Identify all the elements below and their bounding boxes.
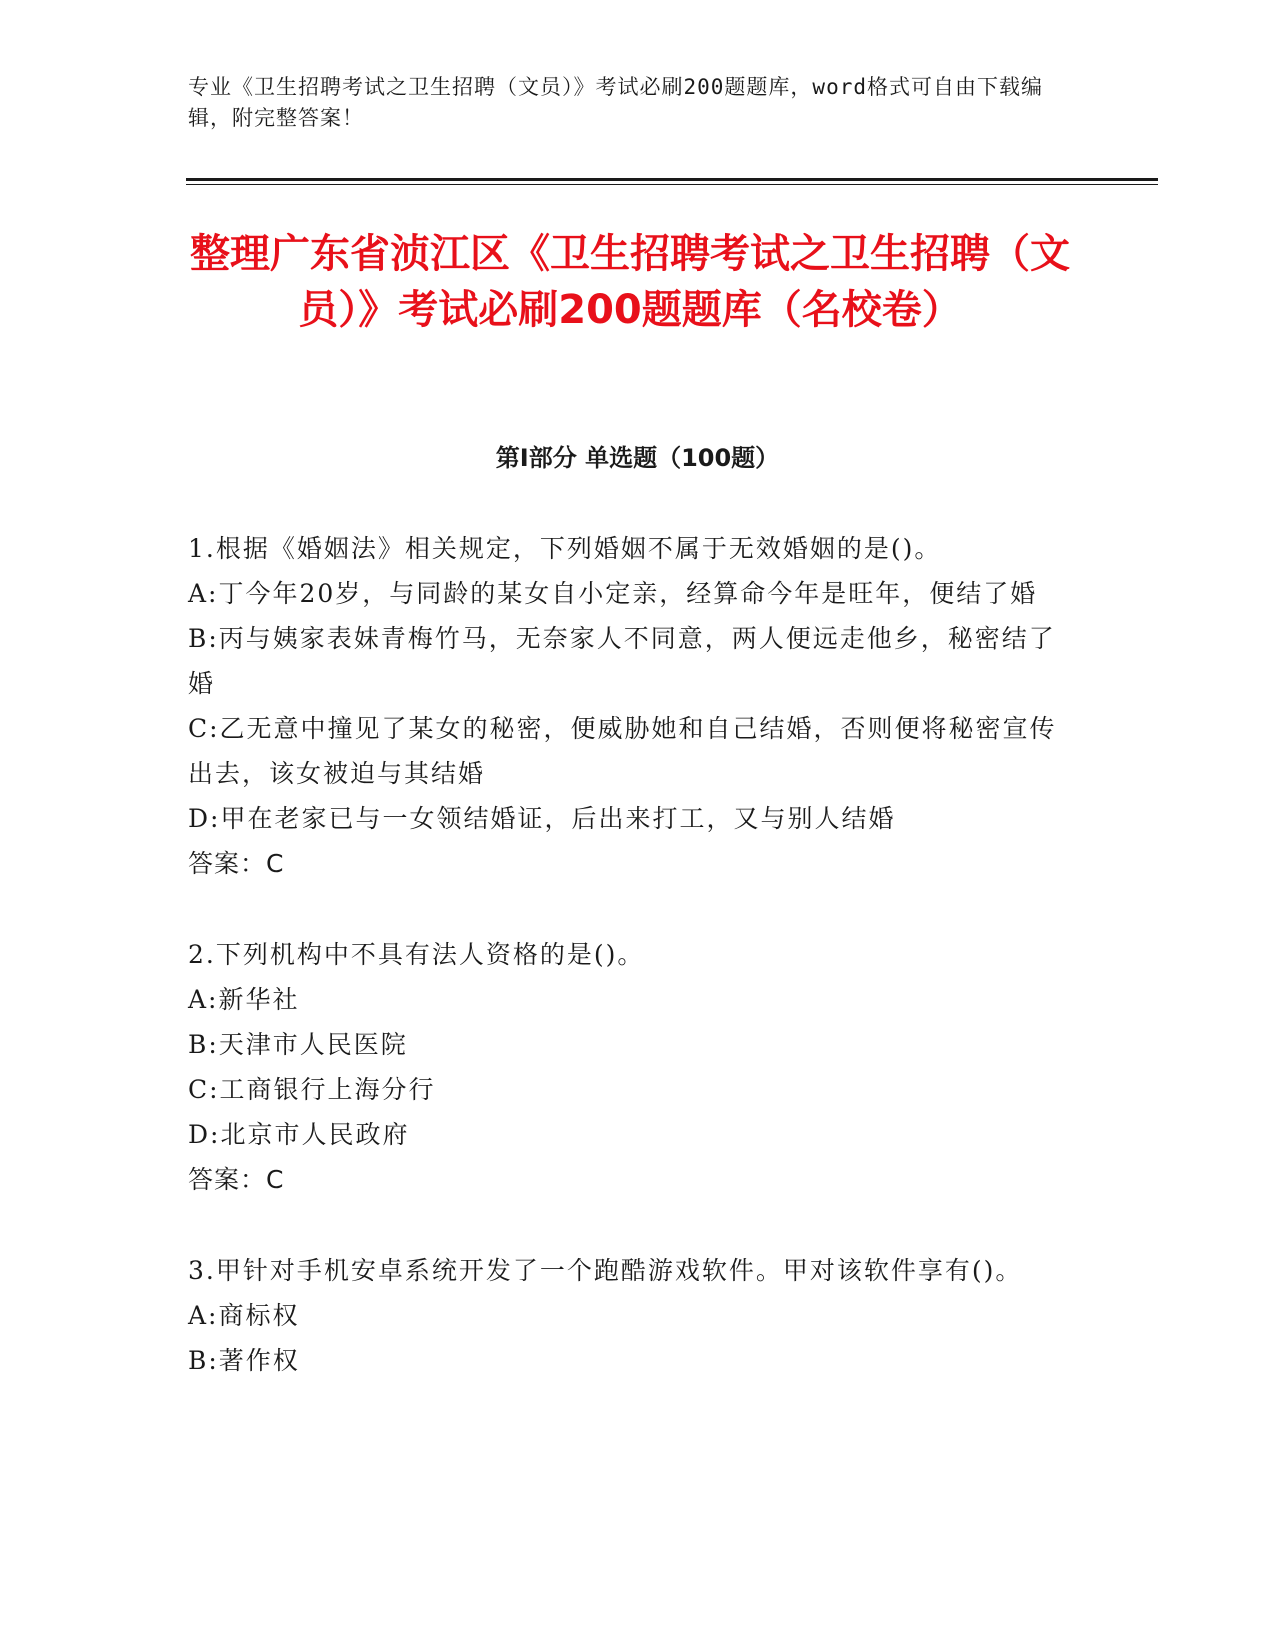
header-divider-thin [186,184,1158,185]
option-d: D:甲在老家已与一女领结婚证，后出来打工，又与别人结婚 [188,804,896,833]
section-heading: 第I部分 单选题（100题） [495,444,780,472]
answer: 答案：C [188,1165,285,1194]
document-title: 整理广东省浈江区《卫生招聘考试之卫生招聘（文员）》考试必刷200题题库（名校卷） [190,231,1070,333]
header-note: 专业《卫生招聘考试之卫生招聘（文员）》考试必刷200题题库，word格式可自由下载编辑，附完整答案！ [188,75,1043,130]
question-stem: 3.甲针对手机安卓系统开发了一个跑酷游戏软件。甲对该软件享有()。 [188,1256,1023,1285]
header-divider-thick [186,178,1158,181]
answer: 答案：C [188,849,285,878]
question-2 [188,932,1068,1202]
option-b: B:著作权 [188,1346,300,1375]
option-a: A:新华社 [188,985,300,1014]
question-list [188,526,1068,1429]
option-c: C:工商银行上海分行 [188,1075,436,1104]
option-a: A:丁今年20岁，与同龄的某女自小定亲，经算命今年是旺年，便结了婚 [188,579,1038,608]
option-a: A:商标权 [188,1301,300,1330]
option-b: B:天津市人民医院 [188,1030,408,1059]
question-1 [188,526,1068,886]
question-stem: 1.根据《婚姻法》相关规定，下列婚姻不属于无效婚姻的是()。 [188,534,942,563]
question-3 [188,1248,1068,1383]
option-c: C:乙无意中撞见了某女的秘密，便威胁她和自己结婚，否则便将秘密宣传出去，该女被迫与其结婚 [188,714,1057,788]
question-stem: 2.下列机构中不具有法人资格的是()。 [188,940,645,969]
option-b: B:丙与姨家表妹青梅竹马，无奈家人不同意，两人便远走他乡，秘密结了婚 [188,624,1056,698]
option-d: D:北京市人民政府 [188,1120,410,1149]
